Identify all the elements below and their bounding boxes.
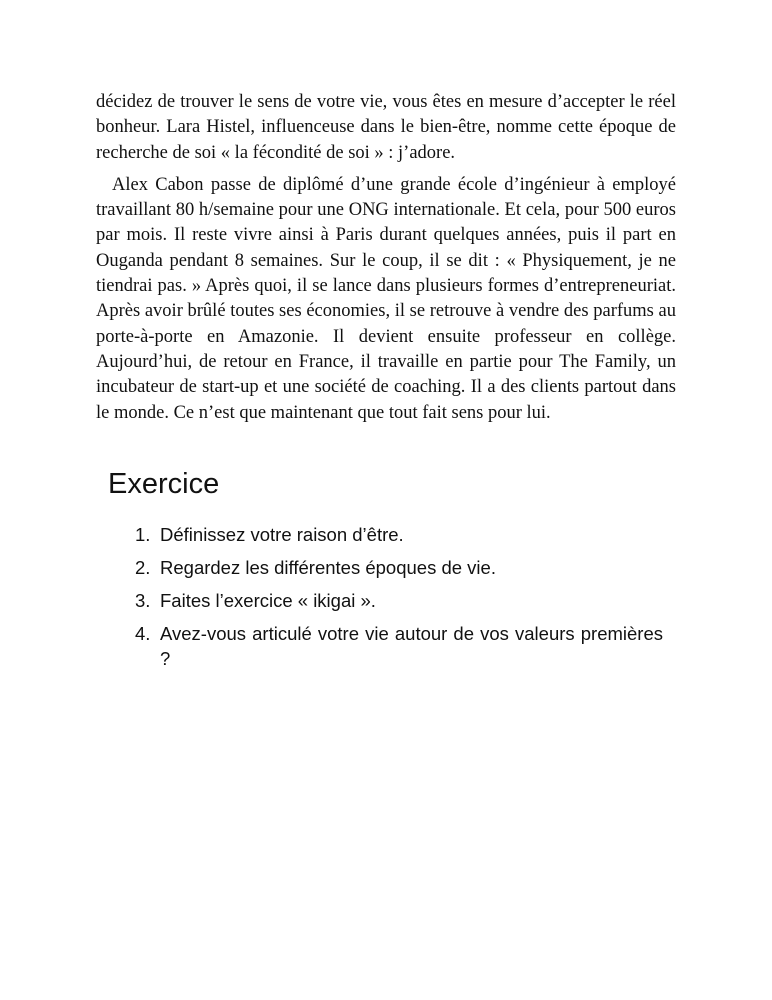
exercise-list: [135, 522, 663, 679]
body-text: [96, 90, 676, 426]
exercise-item-number: 4.: [135, 623, 151, 644]
exercise-item: [135, 522, 663, 547]
paragraph-alex-cabon: Alex Cabon passe de diplômé d’une grande école d’ingénieur à employé travaillant 80 h/semaine pour une ONG internationale. Et cela, pour 500 euros par mois. Il reste vivre ainsi à Paris durant quelques années, puis il part en Ouganda pendant 8 semaines. Sur le coup, il se dit : « Physiquement, je ne tiendrai pas. » Après quoi, il se lance dans plusieurs formes d’entrepreneuriat. Après avoir brûlé toutes ses économies, il se retrouve à vendre des parfums au porte-à-porte en Amazonie. Il devient ensuite professeur en collège. Aujourd’hui, de retour en France, il travaille en partie pour The Family, un incubateur de start-up et une société de coaching. Il a des clients partout dans le monde. Ce n’est que maintenant que tout fait sens pour lui.: [96, 174, 676, 423]
exercise-item: [135, 621, 663, 671]
paragraph-continuation: décidez de trouver le sens de votre vie, vous êtes en mesure d’accepter le réel bonheur. Lara Histel, influenceuse dans le bien-être, nomme cette époque de recherche de soi « la fécondité de soi » : j’adore.: [96, 92, 676, 163]
exercise-item-text: Regardez les différentes époques de vie.: [160, 557, 496, 578]
exercise-item-text: Faites l’exercice « ikigai ».: [160, 590, 376, 611]
exercise-item-number: 2.: [135, 557, 151, 578]
exercise-item: [135, 555, 663, 580]
exercise-item: [135, 588, 663, 613]
exercise-heading: Exercice: [108, 468, 220, 500]
exercise-item-text: Avez-vous articulé votre vie autour de vos valeurs premières ?: [160, 623, 663, 669]
exercise-item-number: 3.: [135, 590, 151, 611]
exercise-item-number: 1.: [135, 524, 151, 545]
exercise-item-text: Définissez votre raison d’être.: [160, 524, 404, 545]
